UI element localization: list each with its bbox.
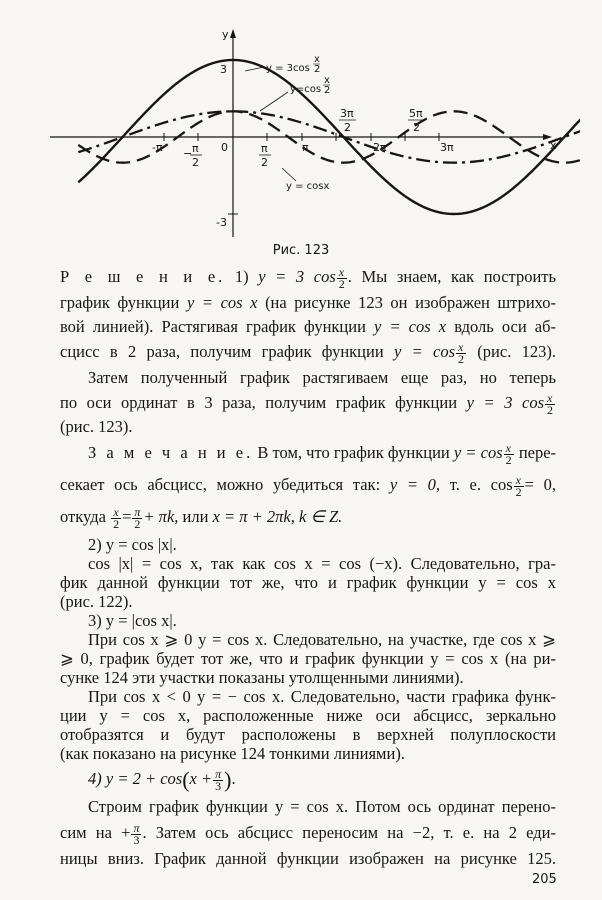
y-tick-minus-3: -3 [216, 216, 227, 229]
p1-line-1: Р е ш е н и е. 1) y = 3 cos $\frac{x}{2}$ . Мы знаем, как построить [60, 264, 557, 291]
cosine-graphs-figure [40, 25, 580, 250]
x-tick-5pi-half-den: 2 [413, 121, 420, 134]
curve-label-cos-half-frac-num: x [324, 75, 330, 86]
p2-line-3: (рис. 123). [60, 417, 133, 436]
fraction: $\frac{x}{2}$ [547, 390, 554, 417]
fraction: $\frac{\pi}{2}$ [134, 504, 141, 531]
fraction: $\frac{x}{2}$ [113, 504, 120, 531]
x-tick-pi-half-num: π [261, 142, 268, 155]
p8-line-1: Строим график функции y = cos x. Потом ось ординат перено- [88, 797, 556, 816]
label-leader-base [282, 168, 296, 181]
curve-label-cos: y = cosx [286, 181, 330, 192]
p3-line-2: секает ось абсцисс, можно убедиться так: y = 0, т. е. cos $\frac{x}{2}$ = 0, [60, 472, 557, 499]
p5-line-2: При cos x ⩾ 0 y = cos x. Следовательно, на участке, где cos x ⩾ [88, 630, 556, 649]
p8-line-3: ницы вниз. График данной функции изображен на рисунке 125. [60, 849, 556, 868]
p6-line-4: (как показано на рисунке 124 тонкими линиями). [60, 744, 405, 763]
x-tick-3pi-half-den: 2 [344, 121, 351, 134]
fraction: $\frac{\pi}{3}$ [215, 766, 222, 793]
label-leader-mid [260, 92, 288, 111]
p1-line-2: график функции y = cos x (на рисунке 123 он изображен штрихо- [60, 293, 557, 312]
x-tick-pi-half-den: 2 [261, 156, 268, 169]
fraction: $\frac{\pi}{3}$ [133, 820, 140, 847]
p1-line-4: сцисс в 2 раза, получим график функции y = cos $\frac{x}{2}$ (рис. 123). [60, 339, 556, 366]
fraction: $\frac{x}{2}$ [458, 339, 464, 366]
curve-label-cos-half: y=cos [290, 84, 322, 95]
p8-line-2: сим на + $\frac{\pi}{3}$ . Затем ось абсцисс переносим на −2, т. е. на 2 еди- [60, 820, 557, 847]
x-tick-neg-pi: -π [152, 141, 163, 154]
p4-line-1: 2) y = cos |x|. [88, 535, 177, 554]
y-axis-label: y [222, 28, 229, 41]
p1-line-3: вой линией). Растягивая график функции y = cos x вдоль оси аб- [60, 317, 557, 336]
page-number: 205 [532, 872, 557, 887]
y-axis-arrow [230, 29, 236, 38]
p2-line-2: по оси ординат в 3 раза, получим график функции y = 3 cos $\frac{x}{2}$ [60, 390, 554, 417]
p5-line-3: ⩾ 0, график будет тот же, что и график функции y = cos x (на ри- [60, 649, 556, 668]
curve-label-3cos-frac-den: 2 [314, 64, 321, 75]
x-tick-neg-pi-half-num: π [192, 142, 199, 155]
p6-line-3: отобразятся и будут расположены в верхней полуплоскости [60, 725, 556, 744]
p3-line-3: откуда $\frac{x}{2}$ = $\frac{\pi}{2}$ + πk, или x = π + 2πk, k ∈ Z. [60, 504, 343, 531]
p3-line-1: З а м е ч а н и е. В том, что график функции y = cos $\frac{x}{2}$ пере- [88, 440, 557, 467]
x-tick-3pi-half-num: 3π [340, 107, 354, 120]
origin-label: 0 [221, 141, 228, 154]
curve-label-3cos-frac-num: x [314, 54, 320, 65]
p4-line-2: cos |x| = cos x, так как cos x = cos (−x). Следовательно, гра- [88, 554, 556, 573]
p7-line-1: 4) y = 2 + cos(x + $\frac{\pi}{3}$ ). [88, 766, 236, 793]
y-tick-3: 3 [220, 63, 227, 76]
fraction: $\frac{x}{2}$ [338, 264, 345, 291]
x-tick-neg-pi-half-sign: − [183, 147, 193, 160]
figure-caption: Рис. 123 [272, 243, 330, 258]
curve-label-cos-half-frac-den: 2 [324, 85, 331, 96]
x-tick-2pi: 2π [373, 141, 387, 154]
p6-line-1: При cos x < 0 y = − cos x. Следовательно, части графика функ- [88, 687, 556, 706]
p2-line-1: Затем полученный график растягиваем еще раз, но теперь [88, 368, 556, 387]
x-axis-label: x [550, 139, 557, 152]
fraction: $\frac{x}{2}$ [505, 440, 512, 467]
x-tick-neg-pi-half-den: 2 [192, 156, 199, 169]
p5-line-4: сунке 124 эти участки показаны утолщенными линиями). [60, 668, 464, 687]
p4-line-4: (рис. 122). [60, 592, 133, 611]
x-tick-pi: π [302, 141, 309, 154]
p6-line-2: ции y = cos x, расположенные ниже оси абсцисс, зеркально [60, 706, 556, 725]
fraction: $\frac{x}{2}$ [515, 472, 522, 499]
p4-line-3: фик данной функции тот же, что и график функции y = cos x [60, 573, 556, 592]
x-tick-3pi: 3π [440, 141, 454, 154]
p5-line-1: 3) y = |cos x|. [88, 611, 177, 630]
x-tick-5pi-half-num: 5π [409, 107, 423, 120]
curve-label-3cos: y = 3cos [266, 63, 310, 74]
label-leader-big [245, 67, 264, 71]
